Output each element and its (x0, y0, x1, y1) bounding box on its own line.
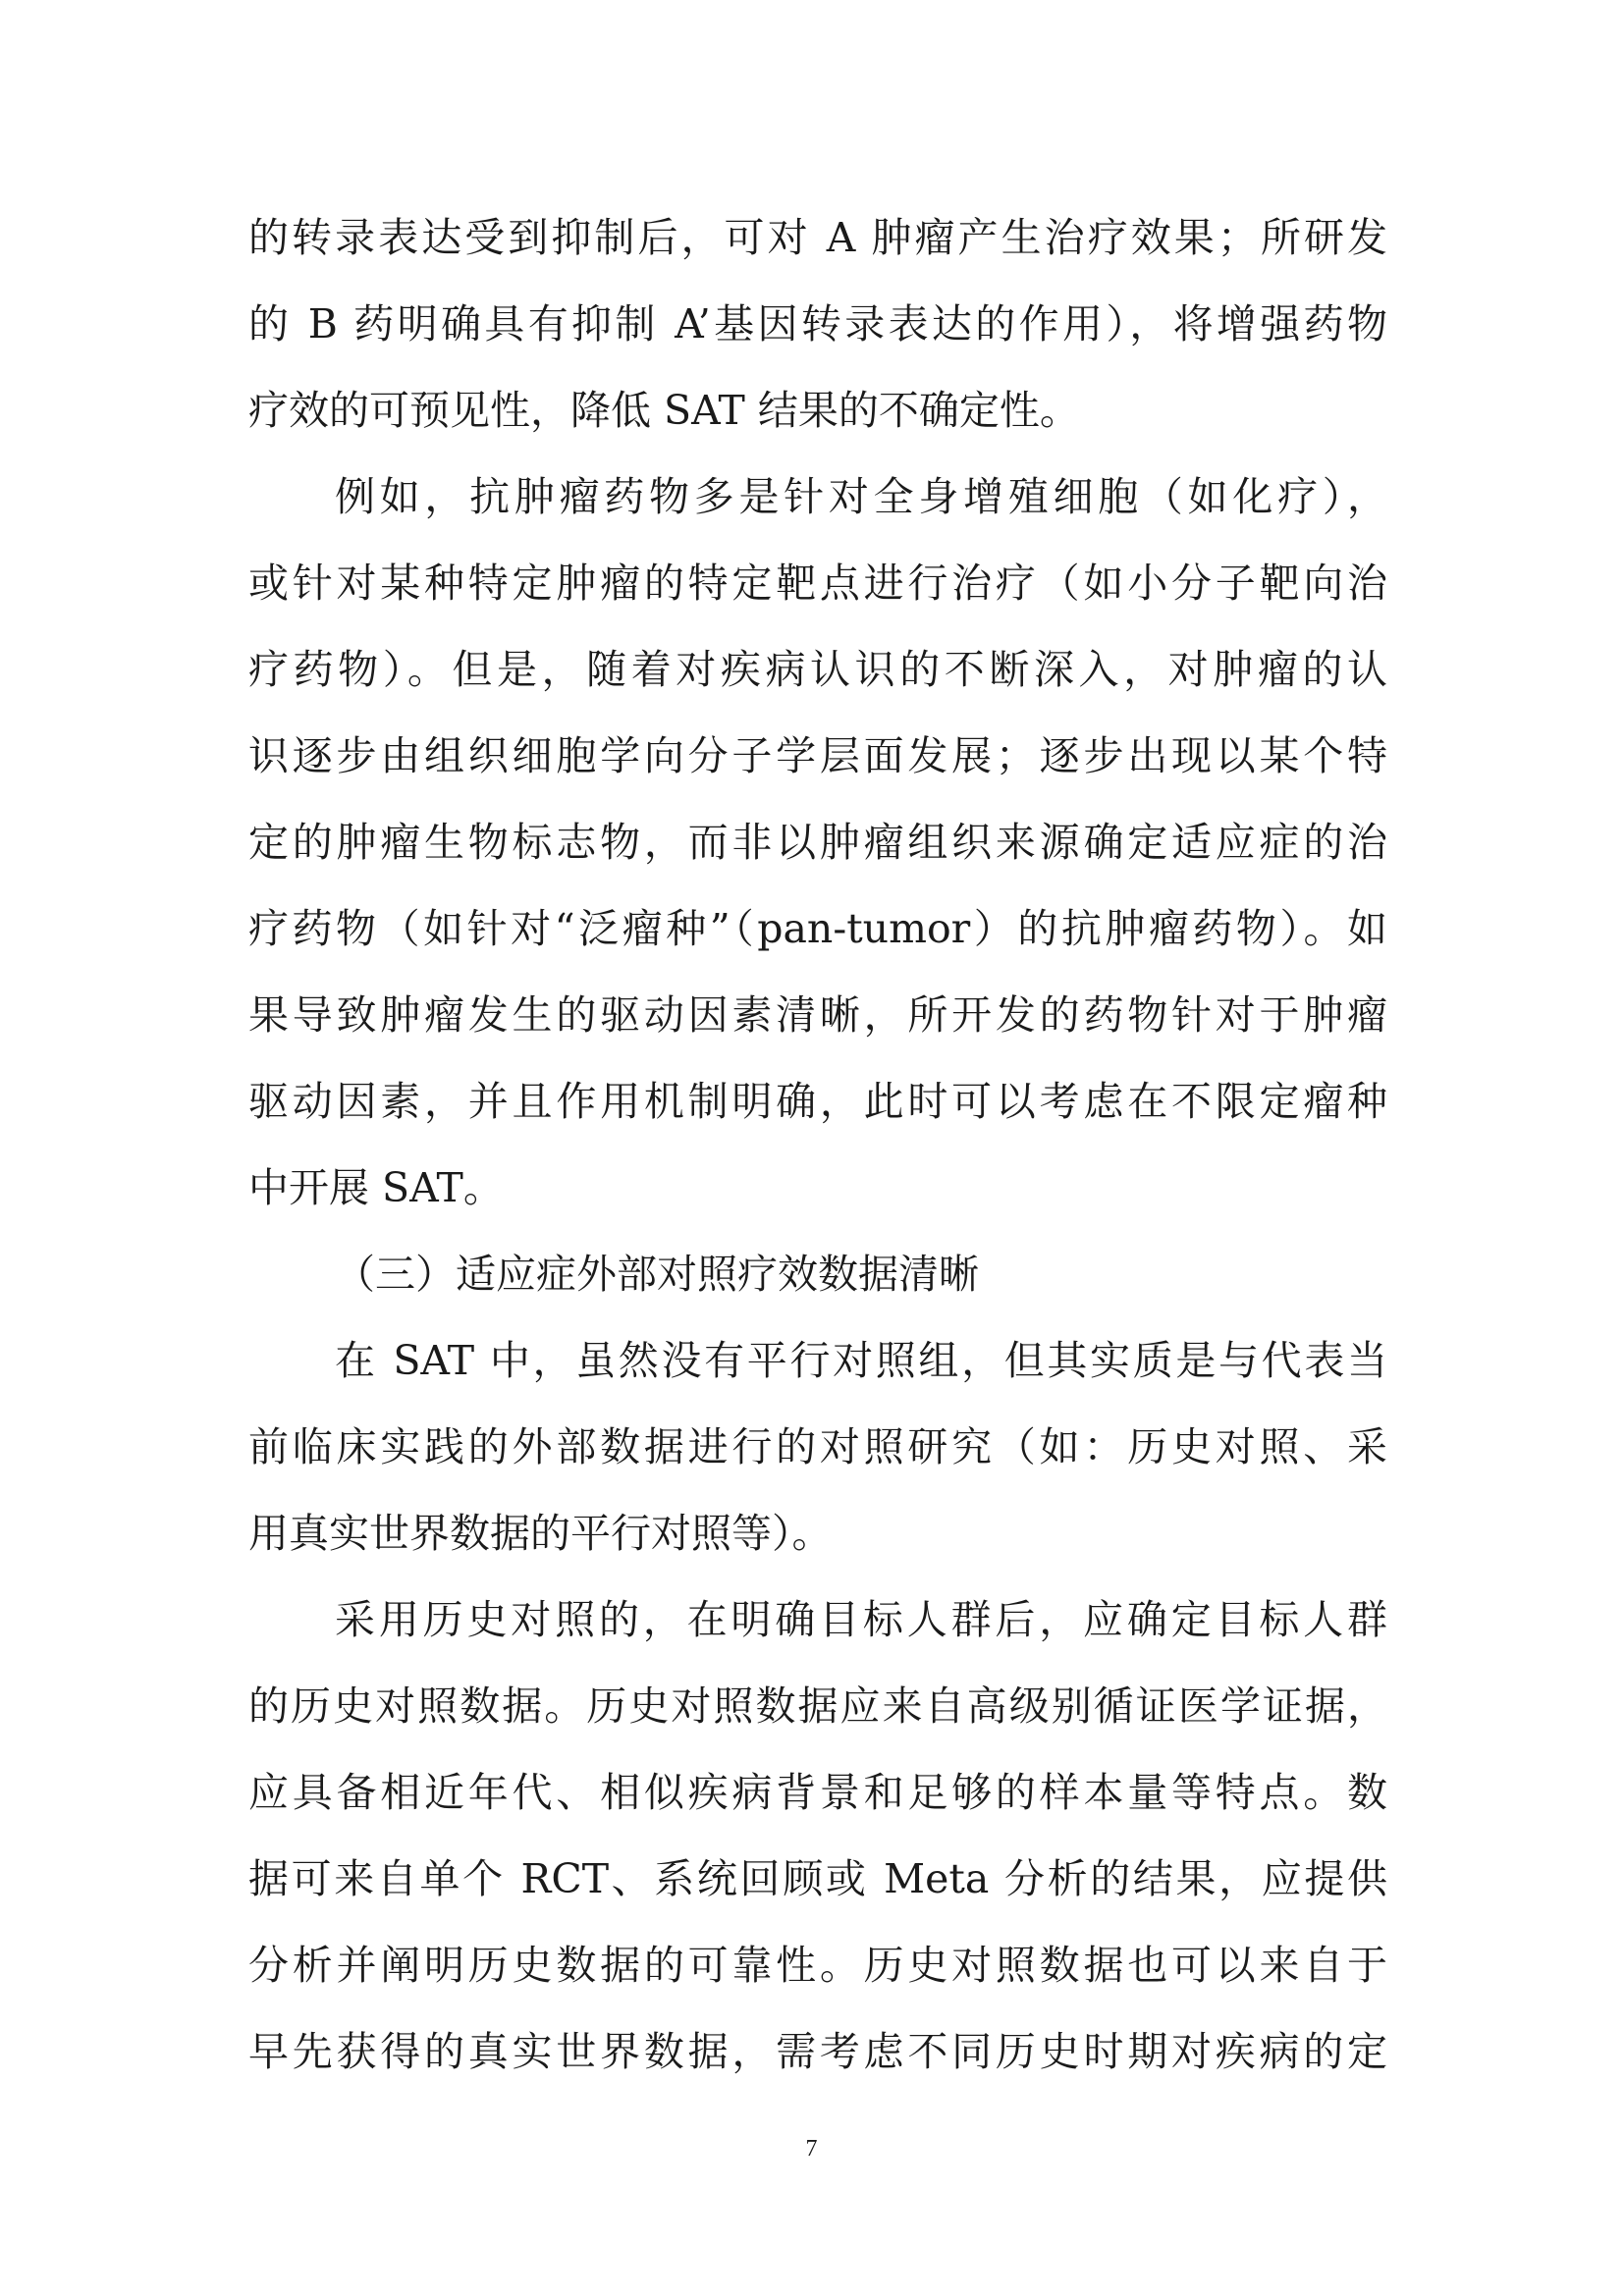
paragraph-1-line-3: 疗效的可预见性，降低 SAT 结果的不确定性。 (248, 387, 1080, 434)
paragraph-2-line-7: 果导致肿瘤发生的驱动因素清晰，所开发的药物针对于肿瘤 (248, 991, 1387, 1039)
paragraph-1-line-1: 的转录表达受到抑制后，可对 A 肿瘤产生治疗效果；所研发 (248, 214, 1387, 261)
paragraph-2-line-8: 驱动因素，并且作用机制明确，此时可以考虑在不限定瘤种 (248, 1078, 1387, 1125)
paragraph-2-line-3: 疗药物）。但是，随着对疾病认识的不断深入，对肿瘤的认 (248, 646, 1387, 693)
paragraph-3-line-2: 前临床实践的外部数据进行的对照研究（如：历史对照、采 (248, 1423, 1387, 1470)
paragraph-3-line-1: 在 SAT 中，虽然没有平行对照组，但其实质是与代表当 (335, 1337, 1387, 1384)
paragraph-4-line-3: 应具备相近年代、相似疾病背景和足够的样本量等特点。数 (248, 1769, 1387, 1816)
paragraph-4-line-1: 采用历史对照的，在明确目标人群后，应确定目标人群 (335, 1596, 1387, 1643)
page-number: 7 (805, 2136, 818, 2162)
paragraph-2-line-1: 例如，抗肿瘤药物多是针对全身增殖细胞（如化疗）， (335, 473, 1387, 520)
paragraph-3-line-3: 用真实世界数据的平行对照等）。 (248, 1510, 833, 1557)
paragraph-4-line-6: 早先获得的真实世界数据，需考虑不同历史时期对疾病的定 (248, 2028, 1387, 2075)
section-heading: （三）适应症外部对照疗效数据清晰 (335, 1251, 979, 1298)
paragraph-1-line-2: 的 B 药明确具有抑制 A’基因转录表达的作用），将增强药物 (248, 300, 1387, 347)
paragraph-2-line-5: 定的肿瘤生物标志物，而非以肿瘤组织来源确定适应症的治 (248, 819, 1387, 866)
paragraph-2-line-2: 或针对某种特定肿瘤的特定靶点进行治疗（如小分子靶向治 (248, 560, 1387, 607)
paragraph-4-line-5: 分析并阐明历史数据的可靠性。历史对照数据也可以来自于 (248, 1942, 1387, 1989)
paragraph-4-line-2: 的历史对照数据。历史对照数据应来自高级别循证医学证据， (248, 1682, 1387, 1730)
paragraph-2-line-9: 中开展 SAT。 (248, 1164, 504, 1211)
paragraph-2-line-4: 识逐步由组织细胞学向分子学层面发展；逐步出现以某个特 (248, 732, 1387, 779)
paragraph-2-line-6: 疗药物（如针对“泛瘤种”（pan-tumor）的抗肿瘤药物）。如 (248, 905, 1387, 952)
paragraph-4-line-4: 据可来自单个 RCT、系统回顾或 Meta 分析的结果，应提供 (248, 1855, 1387, 1902)
